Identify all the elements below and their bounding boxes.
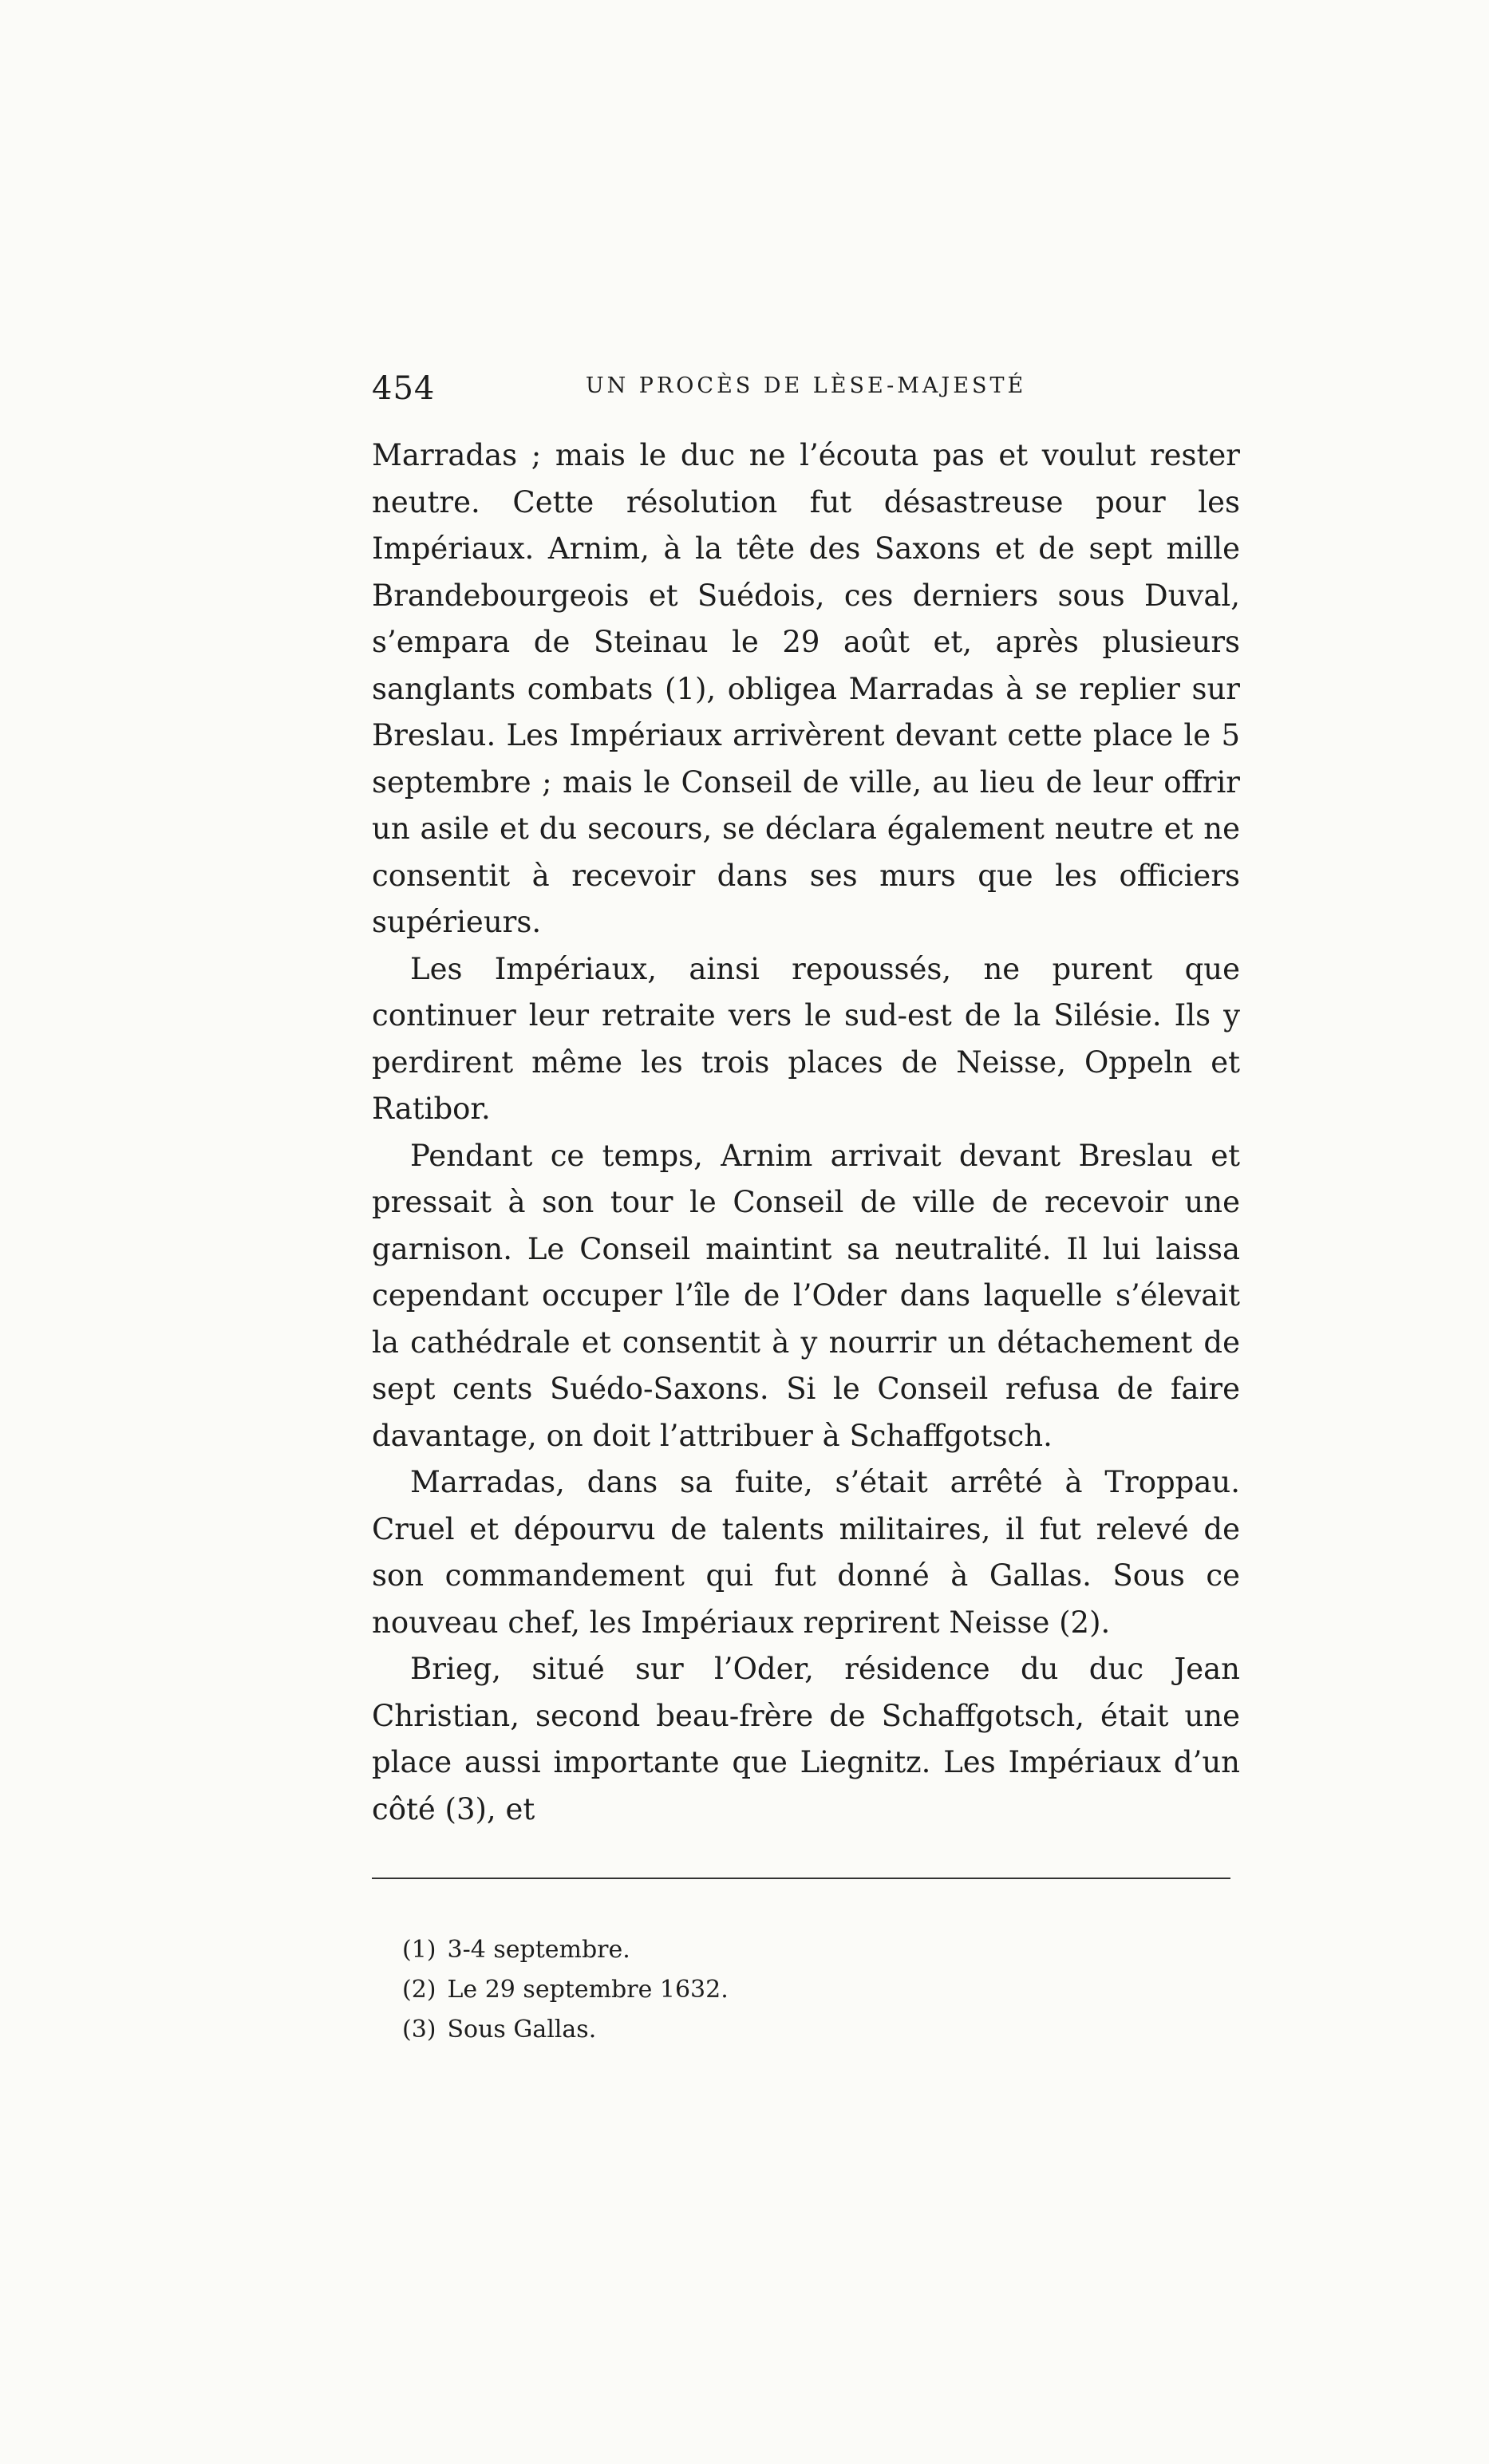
footnote-mark: (2) xyxy=(402,1976,436,2004)
paragraph: Pendant ce temps, Arnim arrivait devant Breslau et pressait à son tour le Conseil de ville de recevoir une garnison. Le Conseil maintint sa neutralité. Il lui laissa cependant occuper l’île de l’Oder dans laquelle s’élevait la cathédrale et consentit à y nourrir un détachement de sept cents Suédo-Saxons. Si le Conseil refusa de faire davantage, on doit l’attribuer à Schaffgotsch. xyxy=(372,1138,1240,1453)
paragraph: Marradas, dans sa fuite, s’était arrêté à Troppau. Cruel et dépourvu de talents militaires, il fut relevé de son commandement qui fut donné à Gallas. Sous ce nouveau chef, les Impériaux reprirent Neisse (2). xyxy=(372,1465,1240,1640)
page-header xyxy=(372,369,1240,417)
footnote-text: Le 29 septembre 1632. xyxy=(447,1976,729,2004)
body-text xyxy=(372,432,1240,1833)
footnote-text: 3-4 septembre. xyxy=(447,1936,630,1964)
paragraph: Brieg, situé sur l’Oder, résidence du duc Jean Christian, second beau-frère de Schaffgotsch, était une place aussi importante que Liegnitz. Les Impériaux d’un côté (3), et xyxy=(372,1652,1240,1826)
book-page xyxy=(372,369,1240,2050)
footnotes xyxy=(402,1930,1240,2050)
paragraph: Les Impériaux, ainsi repoussés, ne purent que continuer leur retraite vers le sud-est de la Silésie. Ils y perdirent même les trois places de Neisse, Oppeln et Ratibor. xyxy=(372,951,1240,1126)
footnote xyxy=(402,1970,1240,2010)
footnote-divider xyxy=(372,1878,1230,1879)
footnote xyxy=(402,2010,1240,2050)
paragraph: Marradas ; mais le duc ne l’écouta pas et voulut rester neutre. Cette résolution fut désastreuse pour les Impériaux. Arnim, à la tête des Saxons et de sept mille Brandebourgeois et Suédois, ces derniers sous Duval, s’empara de Steinau le 29 août et, après plusieurs sanglants combats (1), obligea Marradas à se replier sur Breslau. Les Impériaux arrivèrent devant cette place le 5 septembre ; mais le Conseil de ville, au lieu de leur offrir un asile et du secours, se déclara également neutre et ne consentit à recevoir dans ses murs que les officiers supérieurs. xyxy=(372,438,1240,939)
running-title: UN PROCÈS DE LÈSE-MAJESTÉ xyxy=(585,373,1027,398)
page-number: 454 xyxy=(372,370,436,407)
footnote-mark: (1) xyxy=(402,1936,436,1964)
footnote-text: Sous Gallas. xyxy=(447,2016,597,2043)
footnote-mark: (3) xyxy=(402,2016,436,2043)
footnote xyxy=(402,1930,1240,1970)
